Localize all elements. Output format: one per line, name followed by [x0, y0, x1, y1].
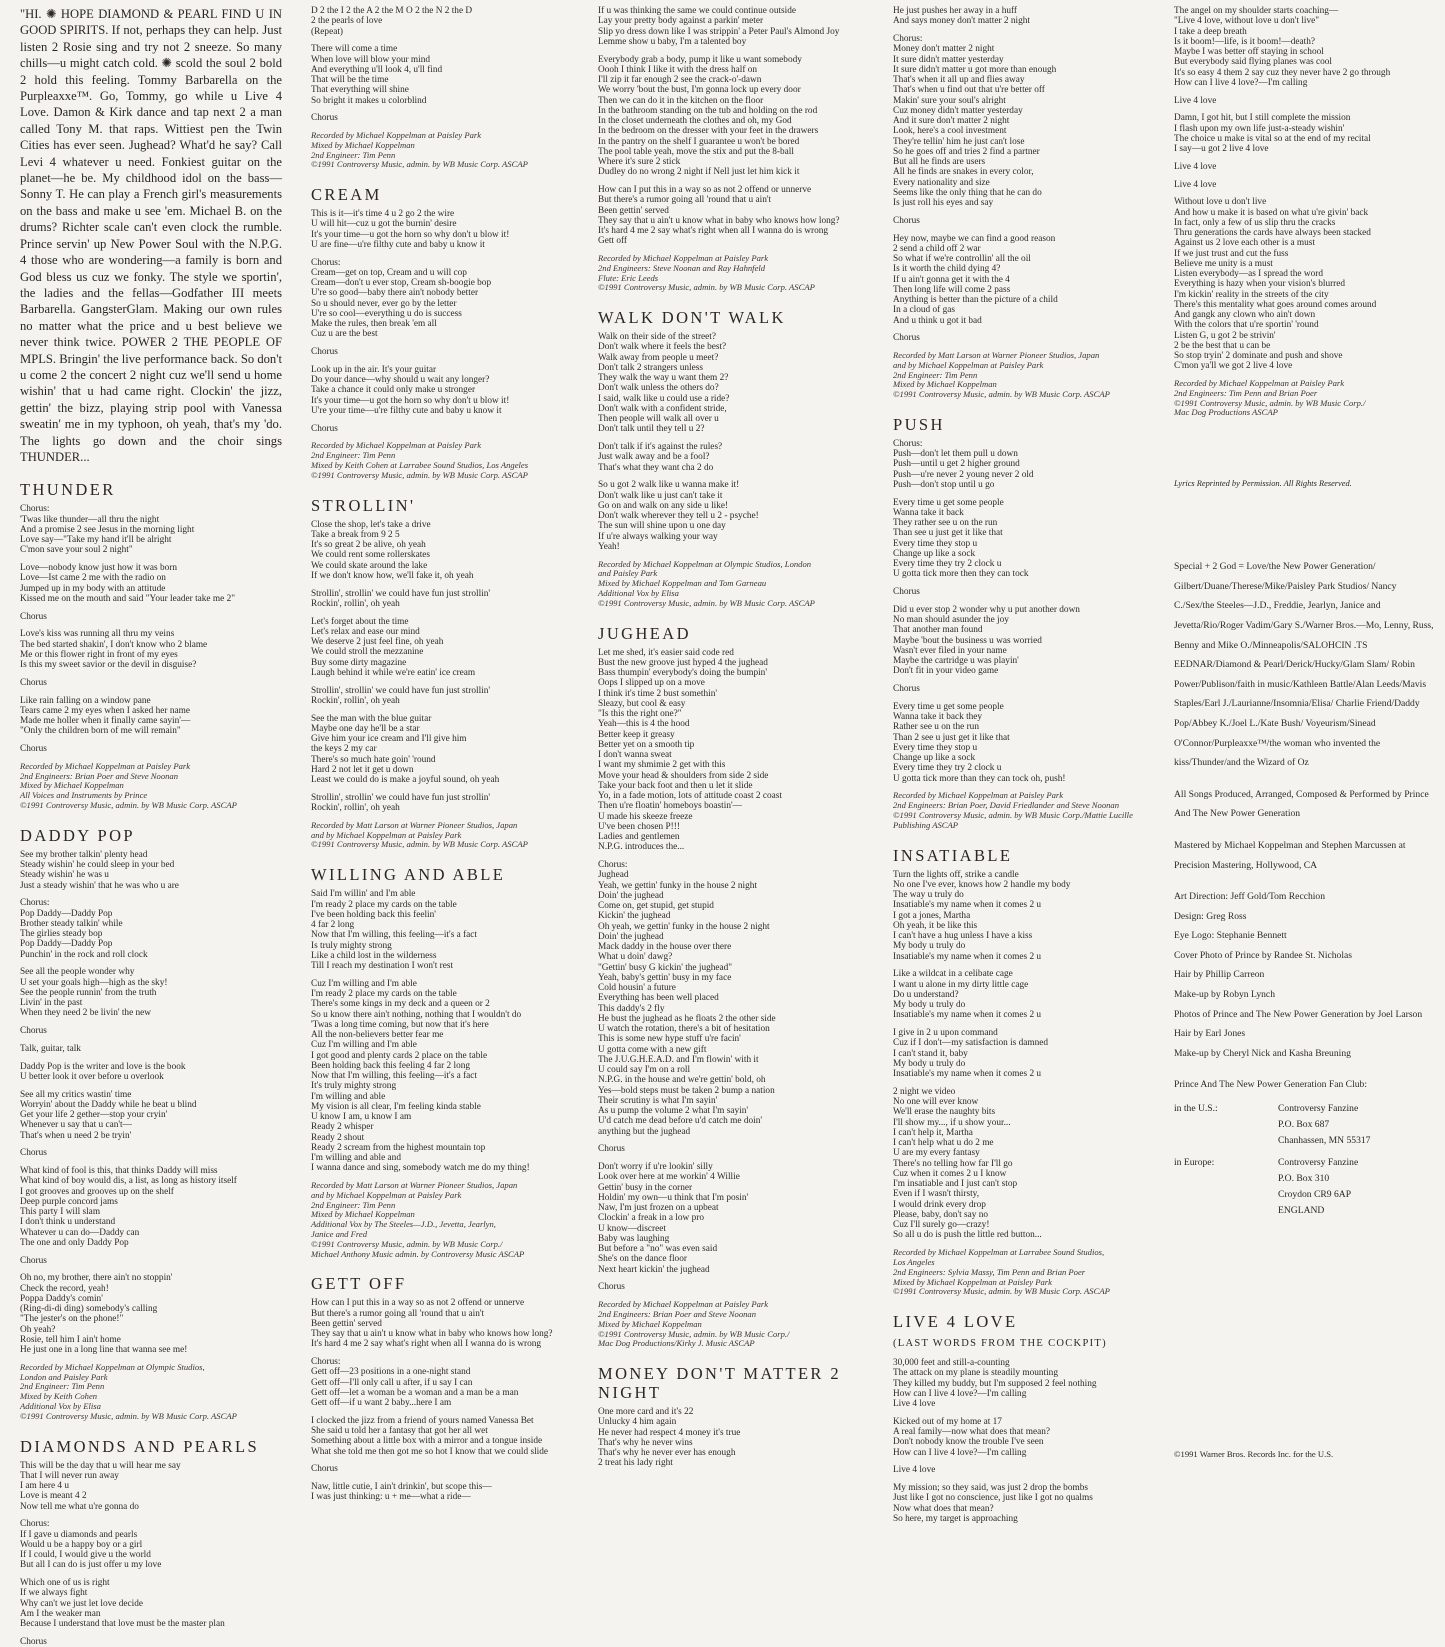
- lyric-verse: There will come a time When love will blow your mind And everything u'll look 4, u'll find That will be the time That everything will shine So bright it makes u colorblind: [311, 44, 443, 106]
- lyric-verse: Talk, guitar, talk: [20, 1043, 81, 1054]
- lyric-verse: Live 4 love: [893, 1465, 936, 1476]
- lyric-verse: Don't talk if it's against the rules? Just walk away and be a fool? That's what they want cha 2 do: [598, 442, 723, 473]
- special-thanks: Special + 2 God = Love/the New Power Generation/ Gilbert/Duane/Therese/Mike/Paisley Park Studios/ Nancy C./Sex/the Steeles—J.D., Freddie, Jearlyn, Janice and Jevetta/Rio/Roger Vadim/Gary S./Warner Bros.—Mo, Lenny, Russ, Benny and Mike O./Minneapolis/SALOHCIN .TS EEDNAR/Diamond & Pearl/Derick/Hucky/Glam Slam/ Robin Power/Publison/faith in music/Kathleen Battle/Alan Leeds/Mavis Staples/Earl J./Laurianne/Insomnia/Elisa/ Charlie Friend/Daddy Pop/Abbey K./Joel L./Kate Bush/ Voyeurism/Sinead O'Connor/Purpleaxxe™/the woman who invented the kiss/Thunder/and the Wizard of Oz: [1174, 561, 1434, 769]
- lyric-verse: Love—nobody know just how it was born Love—Ist came 2 me with the radio on Jumped up in my body with an attitude Kissed me on the mouth and said "Your leader take me 2": [20, 563, 236, 604]
- lyric-verse: Naw, little cutie, I ain't drinkin', but scope this— I was just thinking: u + me—what a ride—: [311, 1482, 492, 1503]
- lyric-verse: Every time u get some people Wanna take it back They rather see u on the run Than see u just get it like that Every time they stop u Change up like a sock Every time they try 2 clock u U gotta tick more then they can tock: [893, 497, 1029, 580]
- song-credits: Recorded by Matt Larson at Warner Pioneer Studios, Japan and by Michael Koppelman at Paisley Park 2nd Engineer: Tim Penn Mixed by Michael Koppelman ©1991 Controversy Music, admin. by WB Music Corp. ASCAP: [893, 350, 1110, 400]
- lyric-verse: Live 4 love: [1174, 179, 1217, 190]
- song-title-thunder: THUNDER: [20, 480, 116, 500]
- lyric-verse: What kind of fool is this, that thinks Daddy will miss What kind of boy would dis, a list, as long as history itself I got grooves and grooves up on the shelf Deep purple concord jams This party I will slam I don't think u understand Whatever u can do—Daddy can The one and only Daddy Pop: [20, 1166, 237, 1248]
- lyric-verse: He just pushes her away in a huff And says money don't matter 2 night: [893, 6, 1030, 27]
- lyric-chorus-marker: Chorus: [311, 113, 338, 124]
- lyric-verse: This will be the day that u will hear me say That I will never run away I am here 4 u Love is meant 4 2 Now tell me what u're gonna do: [20, 1460, 181, 1512]
- column-3: [598, 6, 860, 1469]
- lyric-verse: Chorus: Pop Daddy—Daddy Pop Brother steady talkin' while The girlies steady bop Pop Daddy—Daddy Pop Punchin' in the rock and roll clock: [20, 898, 148, 960]
- fan-club-europe-label: in Europe:: [1174, 1157, 1215, 1169]
- lyric-verse: Chorus: Push—don't let them pull u down Push—until u get 2 higher ground Push—u're never 2 young never 2 old Push—don't stop until u go: [893, 438, 1034, 490]
- lyric-verse: Strollin', strollin' we could have fun just strollin' Rockin', rollin', oh yeah: [311, 685, 491, 706]
- lyric-verse: Chorus: Money don't matter 2 night It sure didn't matter yesterday It sure didn't matter u got more than enough That's when it all up and flies away That's when u find out that u're better off Makin' sure your soul's alright Cuz money didn't matter yesterday And it sure don't matter 2 night Look, here's a cool investment They're tellin' him he just can't lose So he goes off and tries 2 find a partner But all he finds are users All he finds are snakes in every color, Every nationality and size Seems like the only thing that he can do Is just roll his eyes and say: [893, 34, 1057, 208]
- lyric-verse: Everybody grab a body, pump it like u want somebody Oooh I think I like it with the dress half on I'll zip it far enough 2 see the crack-o'-dawn We worry 'bout the bust, I'm gonna lock up every door Then we can do it in the kitchen on the floor In the bathroom standing on the tub and holding on the rod In the closet underneath the clothes and oh, my God In the bedroom on the dresser with your feet in the drawers In the pantry on the shelf I guarantee u won't be bored The pool table yeah, move the stix and put the 8-ball Where it's sure 2 stick Dudley do no wrong 2 night if Nell just let him kick it: [598, 54, 819, 178]
- lyric-verse: Chorus: Gett off—23 positions in a one-night stand Gett off—I'll only call u after, if u say I can Gett off—let a woman be a woman and a man be a man Gett off—if u want 2 baby...here I am: [311, 1357, 519, 1409]
- song-title-gett-off: GETT OFF: [311, 1274, 407, 1294]
- song-title-diamonds-and-pearls: DIAMONDS AND PEARLS: [20, 1436, 260, 1456]
- lyric-chorus-marker: Chorus: [893, 215, 920, 226]
- song-credits: Recorded by Michael Koppelman at Paisley Park 2nd Engineer: Tim Penn Mixed by Keith Cohen at Larrabee Sound Studios, Los Angeles ©1991 Controversy Music, admin. by WB Music Corp. ASCAP: [311, 440, 529, 480]
- fan-club-us-label: in the U.S.:: [1174, 1103, 1218, 1115]
- lyric-chorus-marker: Chorus: [311, 347, 338, 358]
- lyric-verse: The angel on my shoulder starts coaching— "Live 4 love, without love u don't live" I take a deep breath Is it boom!—life, is it boom!—death? Maybe I was better off staying in school But everybody said flying planes was cool It's so easy 4 them 2 say cuz they never have 2 go through How can I live 4 love?—I'm calling: [1174, 6, 1391, 88]
- lyric-verse: Walk on their side of the street? Don't walk where it feels the best? Walk away from people u meet? Don't talk 2 strangers unless They walk the way u want them 2? Don't walk unless the others do? I said, walk like u could use a ride? Don't walk with a confident stride, Then people will walk all over u Don't talk until they tell u 2?: [598, 332, 730, 435]
- lyric-verse: Chorus: Jughead Yeah, we gettin' funky in the house 2 night Doin' the jughead Come on, get stupid, get stupid Kickin' the jughead Oh yeah, we gettin' funky in the house 2 night Doin' the jughead Mack daddy in the house over there What u doin' dawg? "Gettin' busy G kickin' the jughead" Yeah, baby's gettin' busy in my face Cold housin' a future Everything has been well placed This daddy's 2 fly He bust the jughead as he floats 2 the other side U watch the rotation, there's a bit of hesitation This is some new hype stuff u're facin' U gotta come with a new gift The J.U.G.H.E.A.D. and I'm flowin' with it U could say I'm on a roll N.P.G. in the house and we're gettin' bold, oh Yes—bold steps must be taken 2 bump a nation Their scrutiny is what I'm sayin' As u pump the volume 2 what I'm sayin' U'd catch me dead before u'd catch me doin' anything but the jughead: [598, 860, 776, 1137]
- production-credit: All Songs Produced, Arranged, Composed & Performed by Prince And The New Power Generation: [1174, 788, 1429, 820]
- lyric-verse: Look up in the air. It's your guitar Do your dance—why should u wait any longer? Take a chance it could only make u stronger It's your time—u got the horn so why don't u blow it! U're your time—u're filthy cute and baby u know it: [311, 364, 510, 416]
- lyric-chorus-marker: Chorus: [20, 1255, 47, 1266]
- lyric-verse: Oh no, my brother, there ain't no stoppin' Check the record, yeah! Poppa Daddy's comin' (Ring-di-di ding) somebody's calling "The jester's on the phone!" Oh yeah? Rosie, tell him I ain't home He just one in a long line that wanna see me!: [20, 1273, 188, 1356]
- song-credits: Recorded by Michael Koppelman at Olympic Studios, London and Paisley Park 2nd Engineer: Tim Penn Mixed by Keith Cohen Additional Vox by Elisa ©1991 Controversy Music, admin. by WB Music Corp. ASCAP: [20, 1361, 237, 1421]
- lyric-chorus-marker: Chorus: [598, 1144, 625, 1155]
- song-credits: Recorded by Michael Koppelman at Paisley Park 2nd Engineers: Steve Noonan and Ray Hahnfeld Flute: Eric Leeds ©1991 Controversy Music, admin. by WB Music Corp. ASCAP: [598, 253, 815, 293]
- lyric-verse: See all my critics wastin' time Worryin' about the Daddy while he beat u blind Get your life 2 gether—stop your cryin' Whenever u say that u can't— That's when u need 2 be tryin': [20, 1089, 197, 1141]
- mastering-credit: Mastered by Michael Koppelman and Stephen Marcussen at Precision Mastering, Hollywood, CA: [1174, 839, 1406, 871]
- lyric-chorus-marker: Chorus: [20, 744, 47, 755]
- fan-club-europe-address: Controversy Fanzine P.O. Box 310 Croydon CR9 6AP ENGLAND: [1278, 1157, 1359, 1217]
- copyright-notice: ©1991 Warner Bros. Records Inc. for the U.S.: [1174, 1449, 1334, 1460]
- lyric-verse: Every time u get some people Wanna take it back they Rather see u on the run Than 2 see u just get it like that Every time they stop u Change up like a sock Every time they try 2 clock u U gotta tick more than they can tock oh, push!: [893, 701, 1066, 784]
- lyric-verse: Hey now, maybe we can find a good reason 2 send a child off 2 war So what if we're controllin' all the oil Is it worth the child dying 4? If u ain't gonna get it with the 4 Then long life will come 2 pass Anything is better than the picture of a child In a cloud of gas And u think u got it bad: [893, 233, 1058, 326]
- song-credits: Recorded by Michael Koppelman at Paisley Park Mixed by Michael Koppelman 2nd Engineer: Tim Penn ©1991 Controversy Music, admin. by WB Music Corp. ASCAP: [311, 130, 528, 170]
- lyric-verse: Kicked out of my home at 17 A real family—now what does that mean? Don't nobody know the trouble I've seen How can I live 4 love?—I'm calling: [893, 1416, 1050, 1458]
- song-title-cream: CREAM: [311, 185, 382, 205]
- song-credits: Recorded by Michael Koppelman at Paisley Park 2nd Engineers: Brian Poer, David Friedlander and Steve Noonan ©1991 Controversy Music, admin. by WB Music Corp./Mattie Lucille Publishing ASCAP: [893, 790, 1133, 830]
- lyric-chorus-marker: Chorus: [20, 1026, 47, 1037]
- lyric-verse: Without love u don't live And how u make it is based on what u're givin' back In fact, only a few of us slip thru the cracks Thru generations the cards have always been stacked Against us 2 love each other is a must If we just trust and cut the fuss Believe me unity is a must Listen everybody—as I spread the word Everything is hazy when your vision's blurred I'm kickin' reality in the streets of the city There's this mentality what goes around comes around And gangk any clown who ain't down With the colors that u're sportin' 'round Listen G, u got 2 be strivin' 2 be the best that u can be So stop tryin' 2 dominate and push and shove C'mon ya'll we got 2 live 4 love: [1174, 197, 1377, 372]
- art-credits: Art Direction: Jeff Gold/Tom Recchion Design: Greg Ross Eye Logo: Stephanie Bennett Cover Photo of Prince by Randee St. Nicholas Hair by Phillip Carreon Make-up by Robyn Lynch Photos of Prince and The New Power Generation by Joel Larson Hair by Earl Jones Make-up by Cheryl Nick and Kasha Breuning: [1174, 891, 1423, 1059]
- column-5: [1174, 6, 1434, 1460]
- fan-club-heading: Prince And The New Power Generation Fan Club:: [1174, 1079, 1367, 1091]
- lyric-verse: Let's forget about the time Let's relax and ease our mind We deserve 2 just feel fine, oh yeah We could stroll the mezzanine Buy some dirty magazine Laugh behind it while we're eatin' ice cream: [311, 616, 476, 678]
- song-title-jughead: JUGHEAD: [598, 623, 691, 643]
- song-credits: Recorded by Michael Koppelman at Paisley Park 2nd Engineers: Brian Poer and Steve Noonan Mixed by Michael Koppelman All Voices and Instruments by Prince ©1991 Controversy Music, admin. by WB Music Corp. ASCAP: [20, 760, 237, 811]
- lyric-verse: Chorus: 'Twas like thunder—all thru the night And a promise 2 see Jesus in the morning light Love say—"Take my hand it'll be alright C'mon save your soul 2 night": [20, 504, 195, 556]
- column-2: [311, 6, 573, 1503]
- lyric-verse: Live 4 love: [1174, 95, 1217, 106]
- song-credits: Recorded by Michael Koppelman at Olympic Studios, London and Paisley Park Mixed by Michael Koppelman and Tom Garneau Additional Vox by Elisa ©1991 Controversy Music, admin. by WB Music Corp. ASCAP: [598, 558, 815, 608]
- lyric-verse: Said I'm willin' and I'm able I'm ready 2 place my cards on the table I've been holding back this feelin' 4 far 2 long Now that I'm willing, this feeling—it's a fact Is truly mighty strong Like a child lost in the wilderness Till I reach my destination I won't rest: [311, 889, 478, 972]
- lyric-verse: See all the people wonder why U set your goals high—high as the sky! See the people runnin' from the truth Livin' in the past When they need 2 be livin' the new: [20, 967, 168, 1019]
- lyric-chorus-marker: Chorus: [893, 684, 920, 695]
- lyric-verse: 30,000 feet and still-a-counting The attack on my plane is steadily mounting They killed my buddy, but I'm supposed 2 feel nothing How can I live 4 love?—I'm calling Live 4 love: [893, 1358, 1097, 1410]
- song-title-money-dont-matter: MONEY DON'T MATTER 2 NIGHT: [598, 1364, 842, 1403]
- lyric-verse: Close the shop, let's take a drive Take a break from 9 2 5 It's so great 2 be alive, oh yeah We could rent some rollerskates We could skate around the lake If we don't know how, we'll fake it, oh yeah: [311, 519, 474, 581]
- lyric-verse: I give in 2 u upon command Cuz if I don't—my satisfaction is damned I can't stand it, baby My body u truly do Insatiable's my name when it comes 2 u: [893, 1028, 1049, 1080]
- song-credits: Recorded by Matt Larson at Warner Pioneer Studios, Japan and by Michael Koppelman at Paisley Park 2nd Engineer: Tim Penn Mixed by Michael Koppelman Additional Vox by The Steeles—J.D., Jevetta, Jearlyn, Janice and Fred ©1991 Controversy Music, admin. by WB Music Corp./ Michael Anthony Music admin. by Controversy Music ASCAP: [311, 1180, 525, 1259]
- lyric-verse: Did u ever stop 2 wonder why u put another down No man should asunder the joy That another man found Maybe 'bout the business u was worried Wasn't ever filed in your name Maybe the cartridge u was playin' Don't fit in your video game: [893, 604, 1080, 677]
- lyric-verse: See my brother talkin' plenty head Steady wishin' he could sleep in your bed Steady wishin' he was u Just a steady wishin' that he was who u are: [20, 849, 179, 891]
- lyric-verse: If u was thinking the same we could continue outside Lay your pretty body against a parkin' meter Slip yo dress down like I was strippin' a Peter Paul's Almond Joy Lemme show u baby, I'm a talented boy: [598, 6, 840, 47]
- lyric-chorus-marker: Chorus: [20, 1636, 47, 1647]
- lyric-verse: D 2 the I 2 the A 2 the M O 2 the N 2 the D 2 the pearls of love (Repeat): [311, 6, 473, 37]
- fan-club-us-address: Controversy Fanzine P.O. Box 687 Chanhassen, MN 55317: [1278, 1103, 1371, 1147]
- lyric-verse: This is it—it's time 4 u 2 go 2 the wire U will hit—cuz u got the burnin' desire It's your time—u got the horn so why don't u blow it! U are fine—u're filthy cute and baby u know it: [311, 209, 510, 250]
- lyric-verse: Daddy Pop is the writer and love is the book U better look it over before u overlook: [20, 1061, 186, 1082]
- lyric-verse: My mission; so they said, was just 2 drop the bombs Just like I got no conscience, just like I got no qualms Now what does that mean? So here, my target is approaching: [893, 1483, 1093, 1524]
- lyric-verse: Damn, I got hit, but I still complete the mission I flash upon my own life just-a-steady wishin' The choice u make is vital so at the end of my recital I say—u got 2 live 4 love: [1174, 113, 1371, 154]
- song-title-live-4-love: LIVE 4 LOVE: [893, 1312, 1018, 1332]
- lyric-verse: See the man with the blue guitar Maybe one day he'll be a star Give him your ice cream and I'll give him the keys 2 my car There's so much hate goin' 'round Hard 2 not let it get u down Least we could do is make a joyful sound, oh yeah: [311, 713, 500, 786]
- song-subtitle: (LAST WORDS FROM THE COCKPIT): [893, 1338, 1107, 1350]
- song-credits: Recorded by Michael Koppelman at Paisley Park 2nd Engineers: Brian Poer and Steve Noonan Mixed by Michael Koppelman ©1991 Controversy Music, admin. by WB Music Corp./ Mac Dog Productions/Kirky J. Music ASCAP: [598, 1299, 790, 1349]
- fan-club-europe: [1174, 1155, 1434, 1219]
- intro-text: "HI. ✺ HOPE DIAMOND & PEARL FIND U IN GOOD SPIRITS. If not, perhaps they can help. Just listen 2 Rosie sing and try not 2 sneeze. So many chills—u might catch cold. ✺ scold the soul 2 bold 2 hold this feeling. Tommy Barbarella on the Purpleaxxe™. Go, Tommy, go while u Live 4 Love. Damon & Kirk dance and tap next 2 a man called Tony M. that raps. Wittiest pen the Twin Cities has ever seen. Jughead? What'd he say? Call Levi 4 whatever u need. Fonkiest guitar on the planet—he be. My childhood idol on the bass—Sonny T. He can play a French girl's measurements on the bass and make u see 'em. Michael B. on the drums? Richter scale can't even clock the rumble. Prince servin' up New Power Soul with the N.P.G. 4 those who are wondering—a family is born and God bless us cuz we fonky. The style we sportin', the ladies and the fellas—Godfather III meets Barbarella. GangsterGlam. Making our own rules no matter what the price and u best believe we never think twice. POWER 2 THE PEOPLE OF MPLS. Bringin' the live performance back. So don't u come 2 the concert 2 night cuz we'll send u home wishin' that u had came right. Clockin' the jizz, gettin' the bizz, playing strip pool with Vanessa sweatin' me in my typhoon, oh yeah, that's my 'do. The lights go down and the choir sings THUNDER...: [20, 7, 282, 464]
- lyric-verse: Strollin', strollin' we could have fun just strollin' Rockin', rollin', oh yeah: [311, 588, 491, 609]
- lyric-verse: Like a wildcat in a celibate cage I want u alone in my dirty little cage Do u understand? My body u truly do Insatiable's my name when it comes 2 u: [893, 969, 1042, 1021]
- column-4: [893, 6, 1155, 1524]
- lyric-verse: So u got 2 walk like u wanna make it! Don't walk like u just can't take it Go on and walk on any side u like! Don't walk wherever they tell u 2 - psyche! The sun will shine upon u one day If u're always walking your way Yeah!: [598, 480, 759, 552]
- song-title-willing-and-able: WILLING AND ABLE: [311, 865, 506, 885]
- lyric-chorus-marker: Chorus: [311, 1464, 338, 1475]
- song-title-strollin: STROLLIN': [311, 495, 416, 515]
- lyric-verse: Like rain falling on a window pane Tears came 2 my eyes when I asked her name Made me holler when it finally came sayin'— "Only the children born of me will remain": [20, 695, 191, 737]
- song-title-insatiable: INSATIABLE: [893, 845, 1013, 865]
- lyric-verse: How can I put this in a way so as not 2 offend or unnerve But there's a rumor going all 'round that u ain't Been gettin' served They say that u ain't u know what in baby who knows how long? It's hard 4 me 2 say what's right when all I wanna do is wrong Gett off: [598, 185, 840, 247]
- fan-club-us: [1174, 1101, 1434, 1149]
- lyric-verse: Let me shed, it's easier said code red Bust the new groove just hyped 4 the jughead Bass thumpin' everybody's doing the bumpin' Oops I slipped up on a move I think it's time 2 bust somethin' Sleazy, but cool & easy "Is this the right one?" Yeah—this is 4 the hood Better keep it greasy Better yet on a smooth tip I don't wanna sweat I want my shmimie 2 get with this Move your head & shoulders from side 2 side Take your back foot and then u let it slide Yo, in a fade motion, lots of attitude coast 2 coast Then u're floatin' homeboys boastin'— U made his skeeze freeze U've been chosen P!!! Ladies and gentlemen N.P.G. introduces the...: [598, 647, 782, 853]
- song-title-walk-dont-walk: WALK DON'T WALK: [598, 308, 786, 328]
- lyric-chorus-marker: Chorus: [893, 333, 920, 344]
- lyric-chorus-marker: Chorus: [20, 611, 47, 622]
- lyric-verse: Chorus: Cream—get on top, Cream and u will cop Cream—don't u ever stop, Cream sh-boogie bop U're so good—baby there ain't nobody better So u should never, ever go by the letter U're so cool—everything u do is success Make the rules, then break 'em all Cuz u are the best: [311, 257, 492, 340]
- song-credits: Recorded by Michael Koppelman at Larrabee Sound Studios, Los Angeles 2nd Engineers: Sylvia Massy, Tim Penn and Brian Poer Mixed by Michael Koppelman at Paisley Park ©1991 Controversy Music, admin. by WB Music Corp. ASCAP: [893, 1247, 1110, 1297]
- lyric-verse: Love's kiss was running all thru my veins The bed started shakin', I don't know who 2 blame Me or this flower right in front of my eyes Is this my sweet savior or the devil in disguise?: [20, 629, 208, 671]
- lyric-chorus-marker: Chorus: [598, 1282, 625, 1293]
- lyric-verse: I clocked the jizz from a friend of yours named Vanessa Bet She said u told her a fantasy that got her all wet Something about a little box with a mirror and a tongue inside What she told me then got me so hot I know that we could slide: [311, 1415, 549, 1457]
- lyric-chorus-marker: Chorus: [893, 587, 920, 598]
- lyric-verse: How can I put this in a way so as not 2 offend or unnerve But there's a rumor going all 'round that u ain't Been gettin' served They say that u ain't u know what in baby who knows how long? It's hard 4 me 2 say what's right when all I wanna do is wrong: [311, 1298, 553, 1350]
- lyric-verse: Strollin', strollin' we could have fun just strollin' Rockin', rollin', oh yeah: [311, 792, 491, 814]
- lyric-chorus-marker: Chorus: [311, 423, 338, 434]
- song-title-push: PUSH: [893, 414, 945, 434]
- lyric-verse: Live 4 love: [1174, 161, 1217, 172]
- song-title-daddy-pop: DADDY POP: [20, 825, 135, 845]
- song-credits: Recorded by Matt Larson at Warner Pioneer Studios, Japan and by Michael Koppelman at Paisley Park ©1991 Controversy Music, admin. by WB Music Corp. ASCAP: [311, 819, 528, 850]
- lyric-verse: Don't worry if u're lookin' silly Look over here at me workin' 4 Willie Gettin' busy in the corner Holdin' my own—u think that I'm posin' Naw, I'm just frozen on a upbeat Clockin' a freak in a low pro U know—discreet Baby was laughing But before a "no" was even said She's on the dance floor Next heart kickin' the jughead: [598, 1162, 749, 1275]
- lyric-verse: 2 night we video No one will ever know We'll erase the naughty bits I'll show my..., if u show your... I can't help it, Martha I can't help what u do 2 me U are my every fantasy There's no telling how far I'll go Cuz when it comes 2 u I know I'm insatiable and I just can't stop Even if I wasn't thirsty, I would drink every drop Please, baby, don't say no Cuz I'll surely go—crazy! So all u do is push the little red button...: [893, 1086, 1042, 1241]
- permission-notice: Lyrics Reprinted by Permission. All Rights Reserved.: [1174, 479, 1352, 489]
- song-credits: Recorded by Michael Koppelman at Paisley Park 2nd Engineers: Tim Penn and Brian Poer ©1991 Controversy Music, admin. by WB Music Corp./ Mac Dog Productions ASCAP: [1174, 378, 1366, 418]
- lyric-chorus-marker: Chorus: [20, 1148, 47, 1159]
- column-1: [20, 6, 282, 1647]
- lyric-chorus-marker: Chorus: [20, 677, 47, 688]
- lyric-verse: Cuz I'm willing and I'm able I'm ready 2 place my cards on the table There's some kings in my deck and a queen or 2 So u know there ain't nothing, nothing that I wouldn't do 'Twas a long time coming, but now that it's here All the non-believers better fear me Cuz I'm willing and I'm able I got good and plenty cards 2 place on the table Been holding back this feeling 4 far 2 long Now that I'm willing, this feeling—it's a fact It's truly mighty strong I'm willing and able My vision is all clear, I'm feeling kinda stable U know I am, u know I am Ready 2 whisper Ready 2 shout Ready 2 scream from the highest mountain top I'm willing and able and I wanna dance and sing, somebody watch me do my thing!: [311, 978, 530, 1174]
- lyric-verse: One more card and it's 22 Unlucky 4 him again He never had respect 4 money it's true That's why he never wins That's why he never ever has enough 2 treat his lady right: [598, 1407, 741, 1469]
- lyric-verse: Chorus: If I gave u diamonds and pearls Would u be a happy boy or a girl If I could, I would give u the world But all I can do is just offer u my love: [20, 1519, 162, 1571]
- lyric-verse: Turn the lights off, strike a candle No one I've ever, knows how 2 handle my body The way u truly do Insatiable's my name when it comes 2 u I got a jones, Martha Oh yeah, it be like this I can't have a hug unless I have a kiss My body u truly do Insatiable's my name when it comes 2 u: [893, 869, 1071, 962]
- lyric-verse: Which one of us is right If we always fight Why can't we just let love decide Am I the weaker man Because I understand that love must be the master plan: [20, 1578, 225, 1630]
